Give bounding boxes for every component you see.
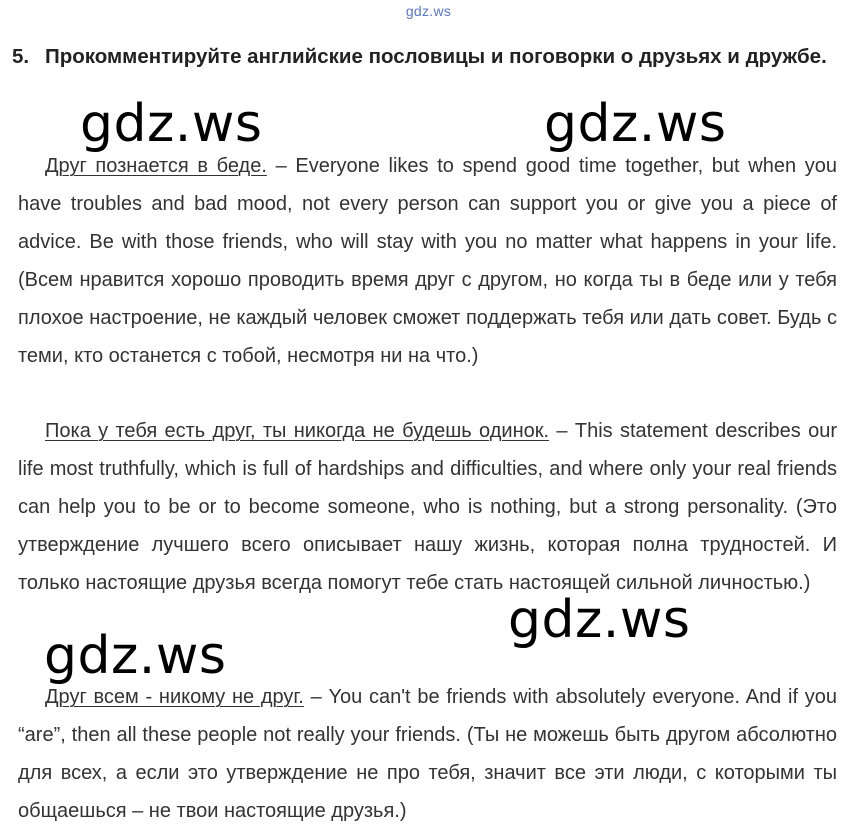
proverb-3: Друг всем - никому не друг.	[45, 686, 304, 708]
task-title: Прокомментируйте английские пословицы и поговорки о друзьях и дружбе.	[45, 45, 827, 68]
site-label[interactable]: gdz.ws	[405, 3, 452, 19]
watermark: gdz.ws	[544, 94, 727, 154]
watermark: gdz.ws	[80, 94, 263, 154]
paragraph-3	[18, 678, 837, 830]
commentary-2: – This statement describes our life most truthfully, which is full of hardships and difficulties, and where only your real friends can help you to be or to become someone, who is nothing, but a strong personality. (Это утверждение лучшего всего описывает нашу жизнь, которая полна трудностей. И только настоящие друзья всегда помогут тебе стать настоящей сильной личностью.)	[18, 420, 837, 594]
commentary-3: – You can't be friends with absolutely everyone. And if you “are”, then all these people not really your friends. (Ты не можешь быть другом абсолютно для всех, а если это утверждение не про тебя, значит все эти люди, с которыми ты общаешься – не твои настоящие друзья.)	[18, 686, 838, 822]
task-header	[12, 38, 838, 76]
paragraph-2	[18, 412, 837, 602]
proverb-1: Друг познается в беде.	[45, 155, 267, 177]
commentary-1: – Everyone likes to spend good time together, but when you have troubles and bad mood, not every person can support you or give you a piece of advice. Be with those friends, who will stay with you no matter what happens in your life. (Всем нравится хорошо проводить время друг с другом, но когда ты в беде или у тебя плохое настроение, не каждый человек сможет поддержать тебя или дать совет. Будь с теми, кто останется с тобой, несмотря ни на что.)	[18, 155, 837, 367]
task-number: 5.	[12, 45, 30, 68]
proverb-2: Пока у тебя есть друг, ты никогда не будешь одинок.	[45, 420, 550, 442]
watermark: gdz.ws	[44, 626, 227, 686]
paragraph-1	[18, 147, 837, 375]
watermark: gdz.ws	[508, 590, 691, 650]
